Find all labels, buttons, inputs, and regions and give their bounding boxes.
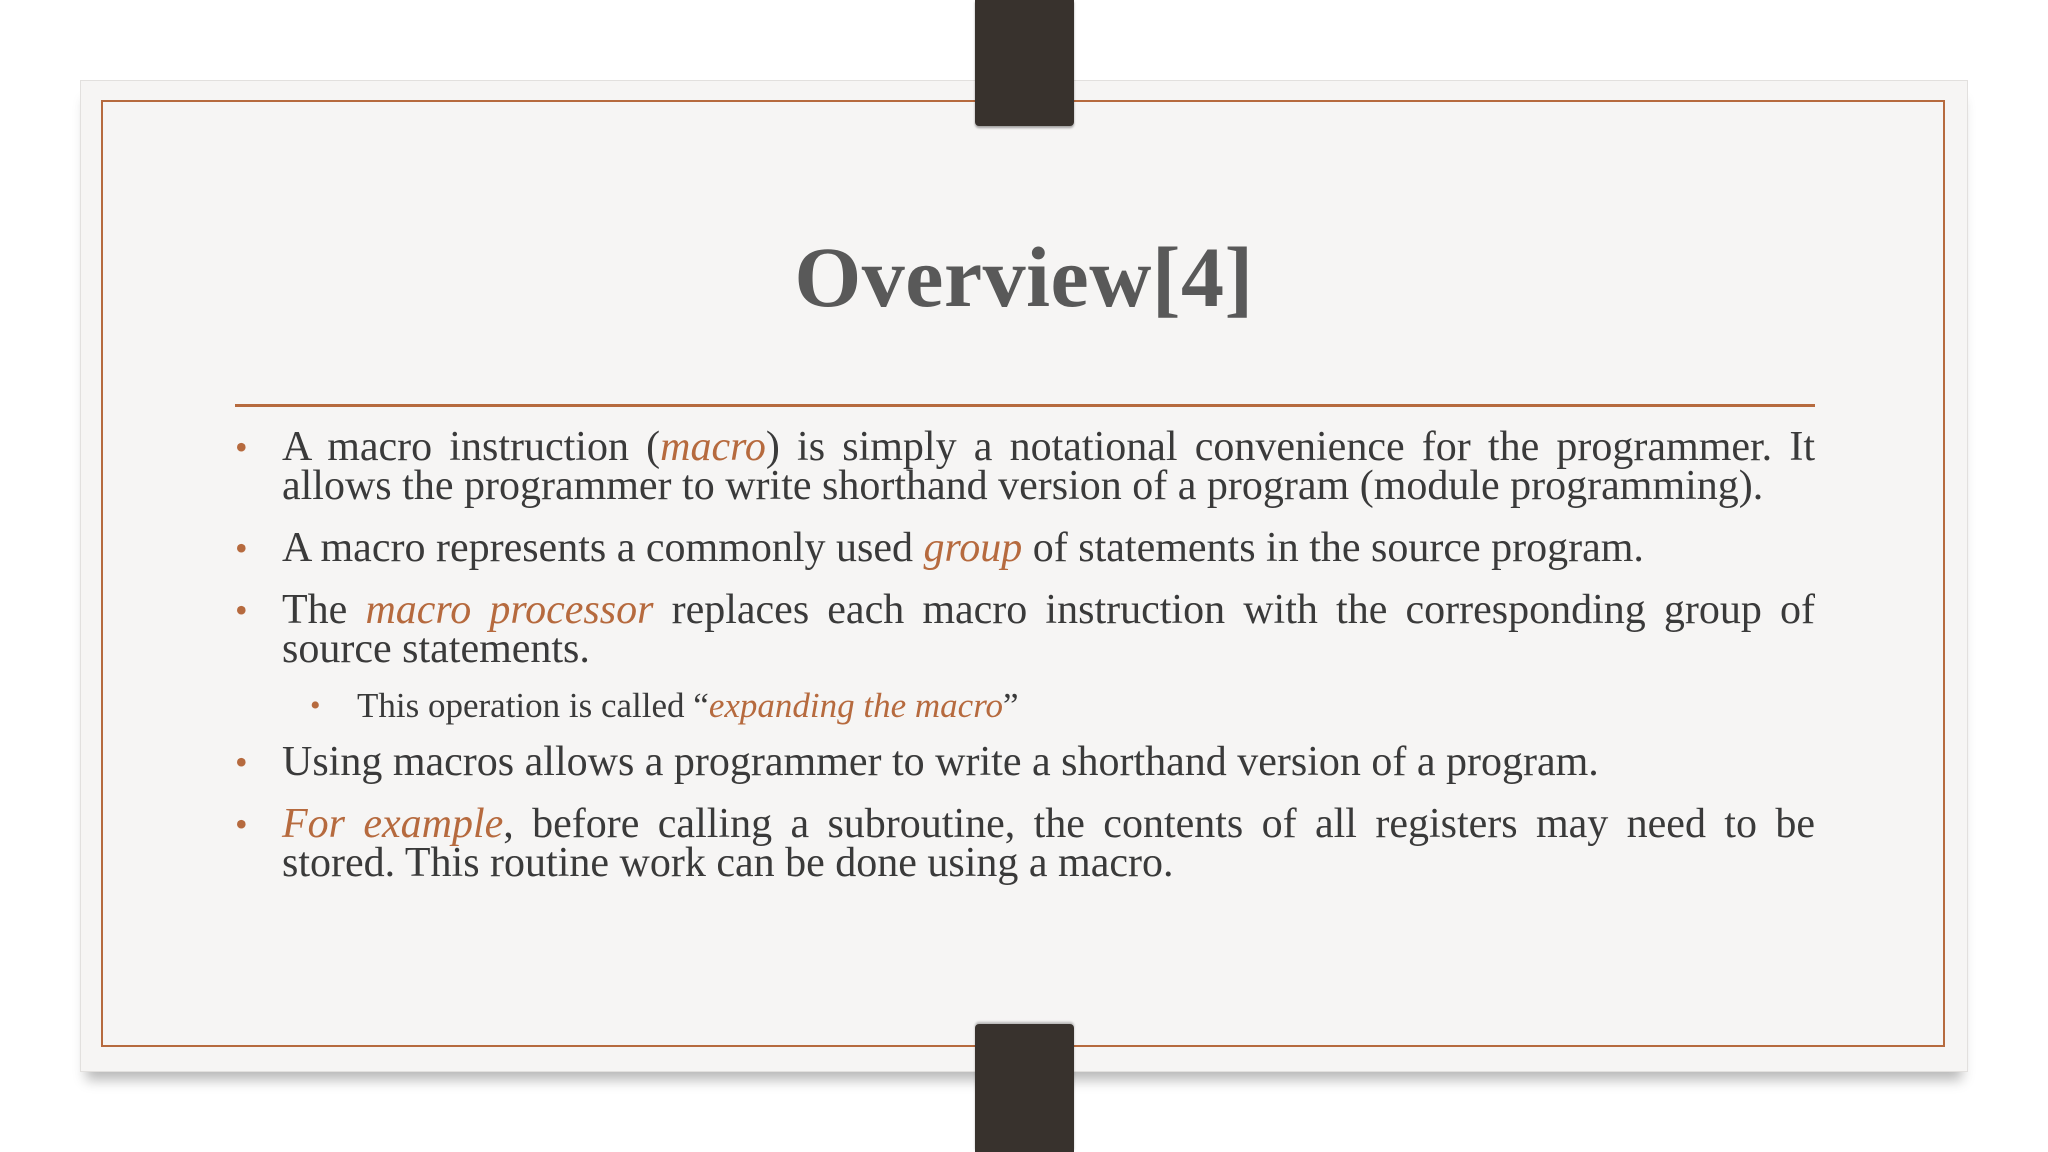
bullet-text: Using macros allows a programmer to write a shorthand version of a program. (282, 739, 1599, 785)
bullet-highlight: For example (282, 801, 504, 847)
bullet-highlight: macro (660, 424, 766, 470)
bullet-item (235, 739, 1815, 785)
bullet-dot: • (235, 528, 248, 568)
bullet-item (235, 424, 1816, 509)
bullet-text: ) is simply a notational convenience for the programmer. It allows the programmer to write shorthand version of a program (module programming). (282, 424, 1816, 509)
bullet-dot: • (235, 742, 248, 782)
bullet-dot: • (235, 804, 248, 844)
bullet-text: , before calling a subroutine, the contents of all registers may need to be stored. This routine work can be done using a macro. (282, 801, 1815, 886)
bullet-text: A macro represents a commonly used (282, 525, 924, 571)
bullet-text: The (282, 587, 366, 633)
bullet-item (235, 525, 1815, 571)
sub-bullet-item (310, 686, 1815, 725)
bullet-dot: • (235, 427, 248, 467)
bullet-item (235, 587, 1815, 672)
bullet-text: This operation is called “ (357, 686, 709, 725)
bullet-text: of statements in the source program. (1022, 525, 1644, 571)
bullet-highlight: macro processor (365, 587, 654, 633)
top-binder-strap (975, 0, 1074, 126)
bullet-highlight: expanding the macro (708, 686, 1004, 725)
title-divider (235, 404, 1815, 407)
bullet-item (235, 801, 1815, 886)
bullet-text: A macro instruction ( (282, 424, 661, 470)
bottom-binder-strap (975, 1024, 1074, 1152)
bullet-text: ” (1003, 686, 1019, 725)
bullet-list (235, 424, 1816, 906)
bullet-text: replaces each macro instruction with the corresponding group of source statements. (282, 587, 1815, 672)
bullet-highlight: group (923, 525, 1023, 571)
bullet-dot: • (235, 590, 248, 630)
slide-title: Overview[4] (794, 229, 1254, 325)
bullet-dot: • (310, 689, 321, 722)
